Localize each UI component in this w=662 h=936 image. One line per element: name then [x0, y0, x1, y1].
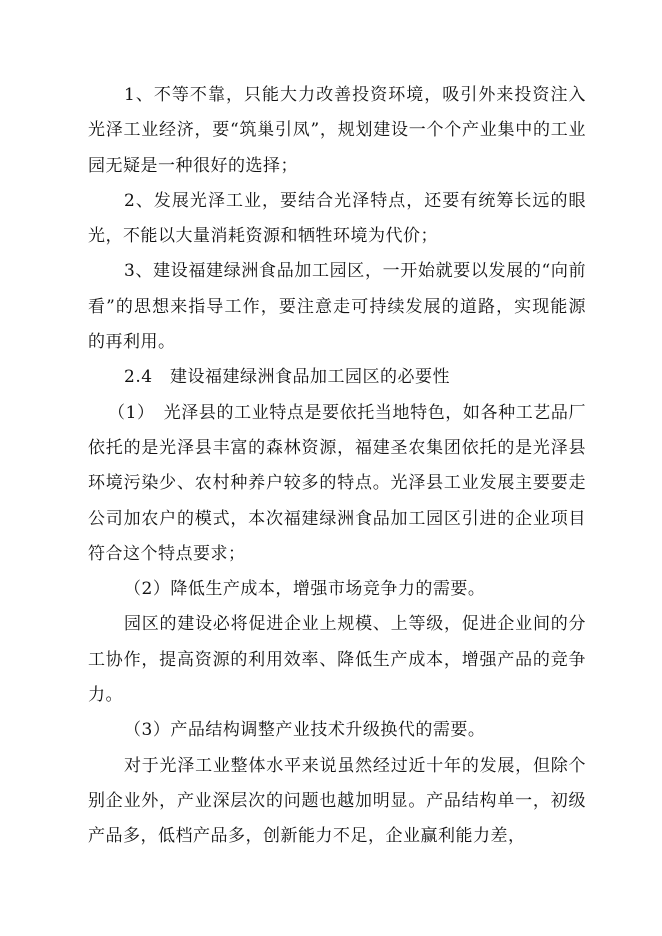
paragraph-necessity-3-body: 对于光泽工业整体水平来说虽然经过近十年的发展，但除个别企业外，产业深层次的问题也越加明显。产品结构单一，初级产品多，低档产品多，创新能力不足，企业赢利能力差， [88, 755, 586, 847]
section-heading-2-4: 2.4 建设福建绿洲食品加工园区的必要性 [124, 367, 451, 388]
paragraph-necessity-2-title: （2）降低生产成本，增强市场竞争力的需要。 [124, 579, 486, 600]
body-text [88, 78, 586, 855]
paragraph-necessity-1: （1） 光泽县的工业特点是要依托当地特色，如各种工艺品厂依托的是光泽县丰富的森林资源，福建圣农集团依托的是光泽县环境污染少、农村种养户较多的特点。光泽县工业发展主要要走公司加农户的模式，本次福建绿洲食品加工园区引进的企业项目符合这个特点要求； [88, 402, 586, 564]
paragraph-point-1: 1、不等不靠，只能大力改善投资环境，吸引外来投资注入光泽工业经济，要“筑巢引凤”，规划建设一个个产业集中的工业园无疑是一种很好的选择； [88, 85, 586, 176]
paragraph-point-2: 2、发展光泽工业，要结合光泽特点，还要有统筹长远的眼光，不能以大量消耗资源和牺牲环境为代价； [88, 190, 586, 247]
paragraph-point-3: 3、建设福建绿洲食品加工园区，一开始就要以发展的“向前看”的思想来指导工作，要注意走可持续发展的道路，实现能源的再利用。 [88, 261, 586, 353]
paragraph-necessity-3-title: （3）产品结构调整产业技术升级换代的需要。 [124, 720, 486, 741]
paragraph-necessity-2-body: 园区的建设必将促进企业上规模、上等级，促进企业间的分工协作，提高资源的利用效率、降低生产成本，增强产品的竞争力。 [88, 614, 586, 706]
